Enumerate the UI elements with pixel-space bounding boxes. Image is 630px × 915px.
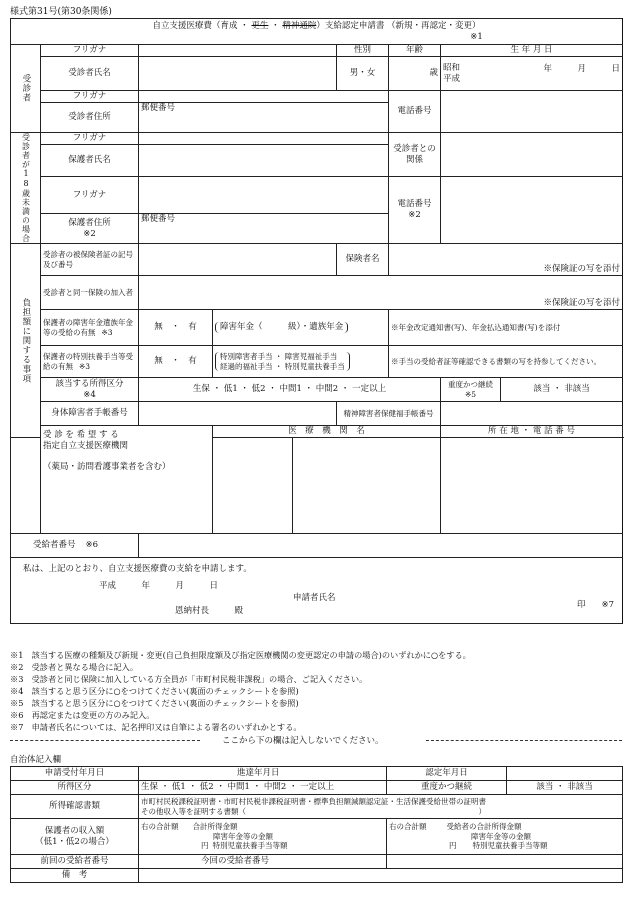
patient-name-field[interactable]	[139, 57, 337, 91]
patient-address-field[interactable]	[139, 103, 389, 133]
receipt-date-field[interactable]	[139, 767, 387, 781]
guardian-furigana-label: フリガナ	[41, 133, 139, 145]
disability-book-field[interactable]	[139, 402, 337, 426]
application-form	[10, 18, 623, 624]
allowance-label: 保護者の特別扶養手当等受給の有無 ※3	[41, 346, 139, 378]
curr-no-label: 今回の受給者番号	[201, 856, 270, 867]
insurance-number-field[interactable]	[139, 244, 337, 276]
insurer-field[interactable]	[389, 244, 623, 276]
title-suffix: ）支給認定申請書	[316, 20, 385, 31]
prev-no-field[interactable]	[139, 855, 387, 869]
prev-no-label: 前回の受給者番号	[11, 855, 139, 869]
institution-name-header: 医 療 機 関 名	[213, 426, 441, 438]
mental-book-label: 精神障害者保健福手帳番号	[337, 402, 441, 426]
declaration-block	[11, 558, 623, 624]
institution-label: 受 診 を 希 望 す る 指定自立支援医療機関 （薬局・訪問看護事業者を含む）	[41, 426, 213, 534]
relation-label: 受診者との関係	[389, 133, 441, 177]
same-insurance-label: 受診者と同一保険の加入者	[41, 276, 139, 310]
allowance-types[interactable]: 特別障害者手当 ・ 障害児福祉手当 経過的福祉手当 ・ 特別児童扶養手当	[213, 346, 389, 378]
sex-options[interactable]: 男・女	[337, 57, 389, 91]
patient-phone-field[interactable]	[441, 91, 623, 133]
remarks-label: 備 考	[11, 869, 139, 883]
applicant-label: 申請者氏名	[293, 593, 336, 604]
remarks-field[interactable]	[139, 869, 623, 883]
pension-attach-note: ※年金改定通知書(写)、年金払込通知書(写)を添付	[389, 310, 623, 346]
declaration-date[interactable]: 平成 年 月 日	[99, 580, 219, 591]
form-id: 様式第31号(第30条関係)	[10, 7, 112, 17]
income-class-options[interactable]: 生保 ・ 低1 ・ 低2 ・ 中間1 ・ 中間2 ・ 一定以上	[139, 378, 441, 402]
cert-date-field[interactable]	[507, 767, 623, 781]
income-class-options-m[interactable]: 生保 ・ 低1 ・ 低2 ・ 中間1 ・ 中間2 ・ 一定以上	[139, 781, 387, 795]
institution-name-field[interactable]	[11, 438, 293, 534]
title-seishin: 精神通院	[282, 20, 317, 31]
guardian-income-label: 保護者の収入額 （低1・低2の場合）	[11, 819, 139, 855]
title-type: （新規・再認定・変更）	[387, 20, 481, 31]
patient-phone-label: 電話番号	[389, 91, 441, 133]
allowance-mu-yu[interactable]: 無 ・ 有	[139, 346, 213, 378]
recipient-no-label: 受給者番号 ※6	[11, 534, 139, 558]
patient-furigana-label: フリガナ	[41, 45, 139, 57]
guardian-addr-furigana-field[interactable]	[139, 177, 389, 214]
guardian-phone-field[interactable]	[441, 177, 623, 244]
pension-label: 保護者の障害年金遺族年金等の受給の有無 ※3	[41, 310, 139, 346]
guardian-name-label: 保護者氏名	[41, 145, 139, 177]
note-5: ※5 該当すると思う区分に○をつけてください(裏面のチェックシートを参照)	[10, 698, 299, 708]
cert-date-label: 認定年月日	[387, 767, 507, 781]
patient-name-label: 受診者氏名	[41, 57, 139, 91]
declaration-text: 私は、上記のとおり、自立支援医療費の支給を申請します。	[23, 564, 252, 574]
severe-label: 重度かつ継続 ※5	[441, 378, 501, 402]
title-ikusei: 育成	[220, 20, 238, 31]
curr-no-field[interactable]	[387, 855, 623, 869]
title-row	[11, 19, 623, 45]
dob-ymd: 年 月 日	[543, 63, 621, 74]
attach-card-note: ※保険証の写を添付	[543, 264, 621, 275]
age-field[interactable]	[389, 57, 441, 91]
guardian-postal-label: 郵便番号	[141, 214, 176, 224]
guardian-name-field[interactable]	[139, 145, 389, 177]
severe-options[interactable]: 該当 ・ 非該当	[501, 378, 623, 402]
relation-field[interactable]	[441, 133, 623, 177]
note-4: ※4 該当すると思う区分に○をつけてください(裏面のチェックシートを参照)	[10, 686, 299, 696]
note-7: ※7 申請者氏名については、記名押印又は自筆による署名のいずれかとする。	[10, 722, 302, 732]
mental-book-field[interactable]	[441, 402, 623, 426]
allowance-attach-note: ※手当の受給者証等確認できる書類の写を持参してください。	[389, 346, 623, 378]
era-heisei: 平成	[443, 73, 461, 84]
insurer-label: 保険者名	[337, 244, 389, 276]
address-furigana-field[interactable]	[139, 91, 389, 103]
guardian-address-label: 保護者住所 ※2	[41, 214, 139, 244]
title-prefix: 自立支援医療費（	[152, 20, 221, 31]
patient-section-label: 受診者	[11, 45, 41, 133]
municipal-heading: 自治体記入欄	[10, 755, 62, 765]
dob-label: 生 年 月 日	[441, 45, 623, 57]
era-showa: 昭和	[443, 62, 461, 73]
seal-mark: 印	[576, 600, 586, 610]
institution-address-field[interactable]	[293, 438, 441, 534]
note-1: ※1 該当する医療の種類及び新規・変更(自己負担限度額及び指定医療機関の変更認定の申請の場合)のいずれかに○をする。	[10, 650, 471, 660]
burden-section-label: 負担額に関する事項	[11, 244, 41, 438]
patient-furigana-field[interactable]	[139, 45, 337, 57]
pension-mu-yu[interactable]: 無 ・ 有	[139, 310, 213, 346]
postal-label: 郵便番号	[141, 103, 176, 113]
age-label: 年齢	[389, 45, 441, 57]
severe-label-m: 重度かつ継続	[387, 781, 507, 795]
patient-address-label: 受診者住所	[41, 103, 139, 133]
municipal-table	[10, 766, 623, 883]
title-note: ※1	[470, 31, 483, 42]
same-insurance-field[interactable]	[139, 276, 623, 310]
income-sum-right[interactable]: 右の合計額 受給者の合計所得金額 障害年金等の金額 円 特別児童扶養手当等額	[387, 819, 623, 855]
institution-address-header: 所 在 地 ・ 電 話 番 号	[441, 426, 623, 438]
income-sum-left[interactable]: 右の合計額 合計所得金額 障害年金等の金額 円 特別児童扶養手当等額	[139, 819, 387, 855]
divider-line-left	[10, 740, 200, 741]
doc-label: 所得確認書類	[11, 795, 139, 819]
seal-note: ※7	[601, 600, 615, 610]
severe-options-m[interactable]: 該当 ・ 非該当	[507, 781, 623, 795]
attach-card-note-2: ※保険証の写を添付	[543, 298, 621, 309]
disability-book-label: 身体障害者手帳番号	[41, 402, 139, 426]
guardian-phone-label: 電話番号 ※2	[389, 177, 441, 244]
receipt-date-label: 申請受付年月日	[11, 767, 139, 781]
proc-date-label: 進達年月日	[237, 768, 280, 779]
guardian-section-label: 受診者が18歳未満の場合	[11, 133, 41, 244]
recipient-no-field[interactable]	[139, 534, 623, 558]
divider-text: ここから下の欄は記入しないでください。	[222, 736, 384, 746]
note-3: ※3 受診者と同じ保険に加入している方全員が「市町村民税非課税」の場合、ご記入ください。	[10, 674, 368, 684]
divider-line-right	[426, 740, 622, 741]
note-6: ※6 再認定または変更の方のみ記入。	[10, 710, 155, 720]
guardian-addr-furigana-label: フリガナ	[41, 177, 139, 214]
income-class-label: 該当する所得区分 ※4	[41, 378, 139, 402]
addressee: 恩納村長 殿	[175, 605, 244, 616]
note-2: ※2 受診者と異なる場合に記入。	[10, 662, 139, 672]
income-class-label-m: 所得区分	[11, 781, 139, 795]
title-sep: ・	[268, 20, 283, 31]
pension-types[interactable]: 障害年金（ 級）・遺族年金	[213, 310, 389, 346]
insurance-number-label: 受診者の被保険者証の記号及び番号	[41, 244, 139, 276]
guardian-address-field[interactable]	[139, 214, 389, 244]
title-sep: ・	[237, 20, 252, 31]
title-kousei: 更生	[251, 20, 269, 31]
doc-options[interactable]: 市町村民税課税証明書・市町村民税非課税証明書・標準負担額減額認定証・生活保護受給世帯の証明書 その他収入等を証明する書類（ ）	[139, 795, 623, 819]
address-furigana-label: フリガナ	[41, 91, 139, 103]
age-unit: 歳	[429, 68, 438, 79]
sex-label: 性別	[337, 45, 389, 57]
guardian-furigana-field[interactable]	[139, 133, 389, 145]
dob-field[interactable]	[441, 57, 623, 91]
